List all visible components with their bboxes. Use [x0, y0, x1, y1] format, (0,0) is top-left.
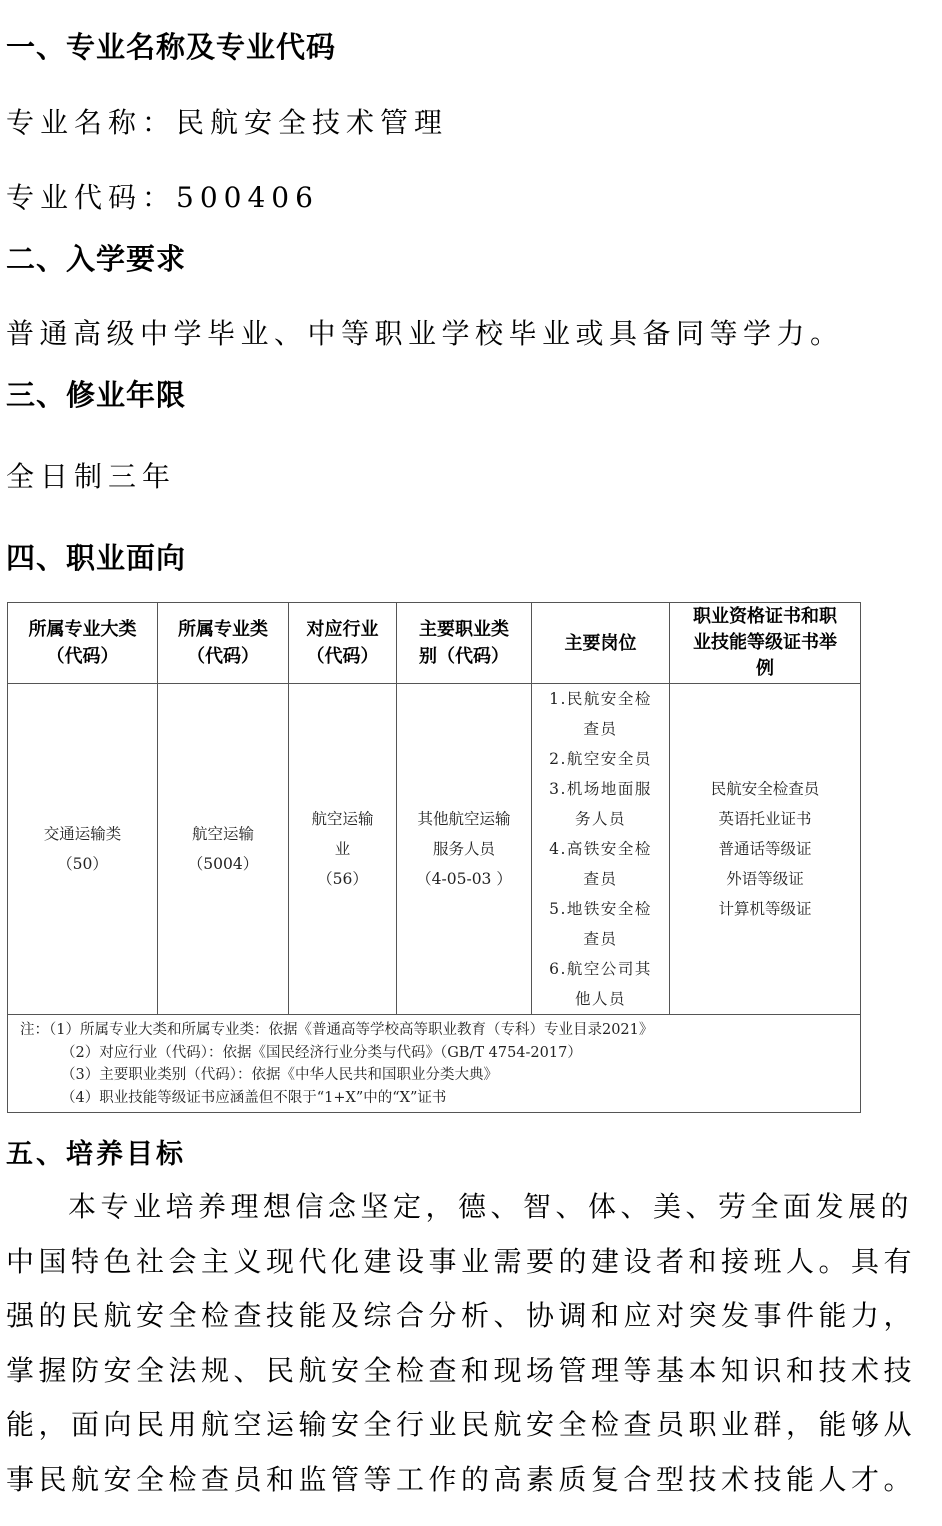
table-notes-row [8, 1015, 861, 1113]
certificate-item: 外语等级证 [726, 870, 804, 888]
note-line: （4）职业技能等级证书应涵盖但不限于“1+X”中的“X”证书 [61, 1089, 447, 1106]
header-posts: 主要岗位 [532, 603, 670, 684]
post-line: 他人员 [574, 990, 626, 1008]
section1-heading: 一、专业名称及专业代码 [6, 30, 337, 64]
cell-industry: 航空运输 业 （56） [289, 684, 397, 1015]
certificate-item: 民航安全检查员 [710, 780, 820, 798]
header-certificates: 职业资格证书和职 业技能等级证书举 例 [670, 603, 861, 684]
post-line: 4.高铁安全检 [549, 840, 652, 858]
certificate-item: 英语托业证书 [718, 810, 812, 828]
post-line: 查员 [583, 870, 618, 888]
occupation-table [7, 602, 861, 1113]
cell-posts [532, 684, 670, 1015]
post-line: 6.航空公司其 [549, 960, 652, 978]
header-industry: 对应行业 （代码） [289, 603, 397, 684]
section3-heading: 三、修业年限 [6, 378, 187, 412]
certificate-item: 计算机等级证 [718, 900, 812, 918]
section4-heading: 四、职业面向 [6, 541, 187, 575]
paragraph-line: 本专业培养理想信念坚定，德、智、体、美、劳全面发展的 [68, 1190, 914, 1223]
cell-occupation: 其他航空运输 服务人员 （4-05-03 ） [397, 684, 532, 1015]
paragraph-line: 能，面向民用航空运输安全行业民航安全检查员职业群，能够从 [6, 1408, 917, 1441]
paragraph-line: 事民航安全检查员和监管等工作的高素质复合型技术技能人才。 [6, 1462, 917, 1496]
cell-subcategory: 航空运输 （5004） [158, 684, 289, 1015]
section2-heading: 二、入学要求 [6, 242, 187, 276]
major-name: 专业名称：民航安全技术管理 [6, 106, 449, 139]
post-line: 查员 [583, 720, 618, 738]
post-line: 3.机场地面服 [549, 780, 652, 798]
table-header-row [8, 603, 861, 684]
header-occupation: 主要职业类 别（代码） [397, 603, 532, 684]
post-line: 查员 [583, 930, 618, 948]
header-subcategory: 所属专业类 （代码） [158, 603, 289, 684]
cell-category: 交通运输类 （50） [8, 684, 158, 1015]
note-line: （2）对应行业（代码）：依据《国民经济行业分类与代码》（GB/T 4754-2017） [61, 1044, 582, 1061]
post-line: 2.航空安全员 [549, 750, 652, 768]
study-duration: 全日制三年 [6, 460, 177, 493]
post-line: 1.民航安全检 [549, 690, 652, 708]
table-notes [8, 1015, 861, 1113]
section5-heading: 五、培养目标 [6, 1139, 186, 1170]
paragraph-line: 掌握防安全法规、民航安全检查和现场管理等基本知识和技术技 [6, 1353, 917, 1387]
note-line: （3）主要职业类别（代码）：依据《中华人民共和国职业分类大典》 [61, 1067, 498, 1083]
admission-requirement: 普通高级中学毕业、中等职业学校毕业或具备同等学力。 [6, 317, 844, 350]
post-line: 5.地铁安全检 [549, 900, 652, 918]
cell-certificates [670, 684, 861, 1015]
major-code: 专业代码：500406 [6, 181, 319, 214]
paragraph-line: 中国特色社会主义现代化建设事业需要的建设者和接班人。具有 [6, 1244, 917, 1278]
table-row [8, 684, 861, 1015]
post-line: 务人员 [574, 810, 626, 828]
training-objective [6, 1180, 917, 1507]
certificate-item: 普通话等级证 [718, 840, 812, 858]
header-category: 所属专业大类 （代码） [8, 603, 158, 684]
note-line: 注：（1）所属专业大类和所属专业类：依据《普通高等学校高等职业教育（专科）专业目录2021》 [20, 1022, 654, 1038]
paragraph-line: 强的民航安全检查技能及综合分析、协调和应对突发事件能力， [6, 1299, 917, 1332]
